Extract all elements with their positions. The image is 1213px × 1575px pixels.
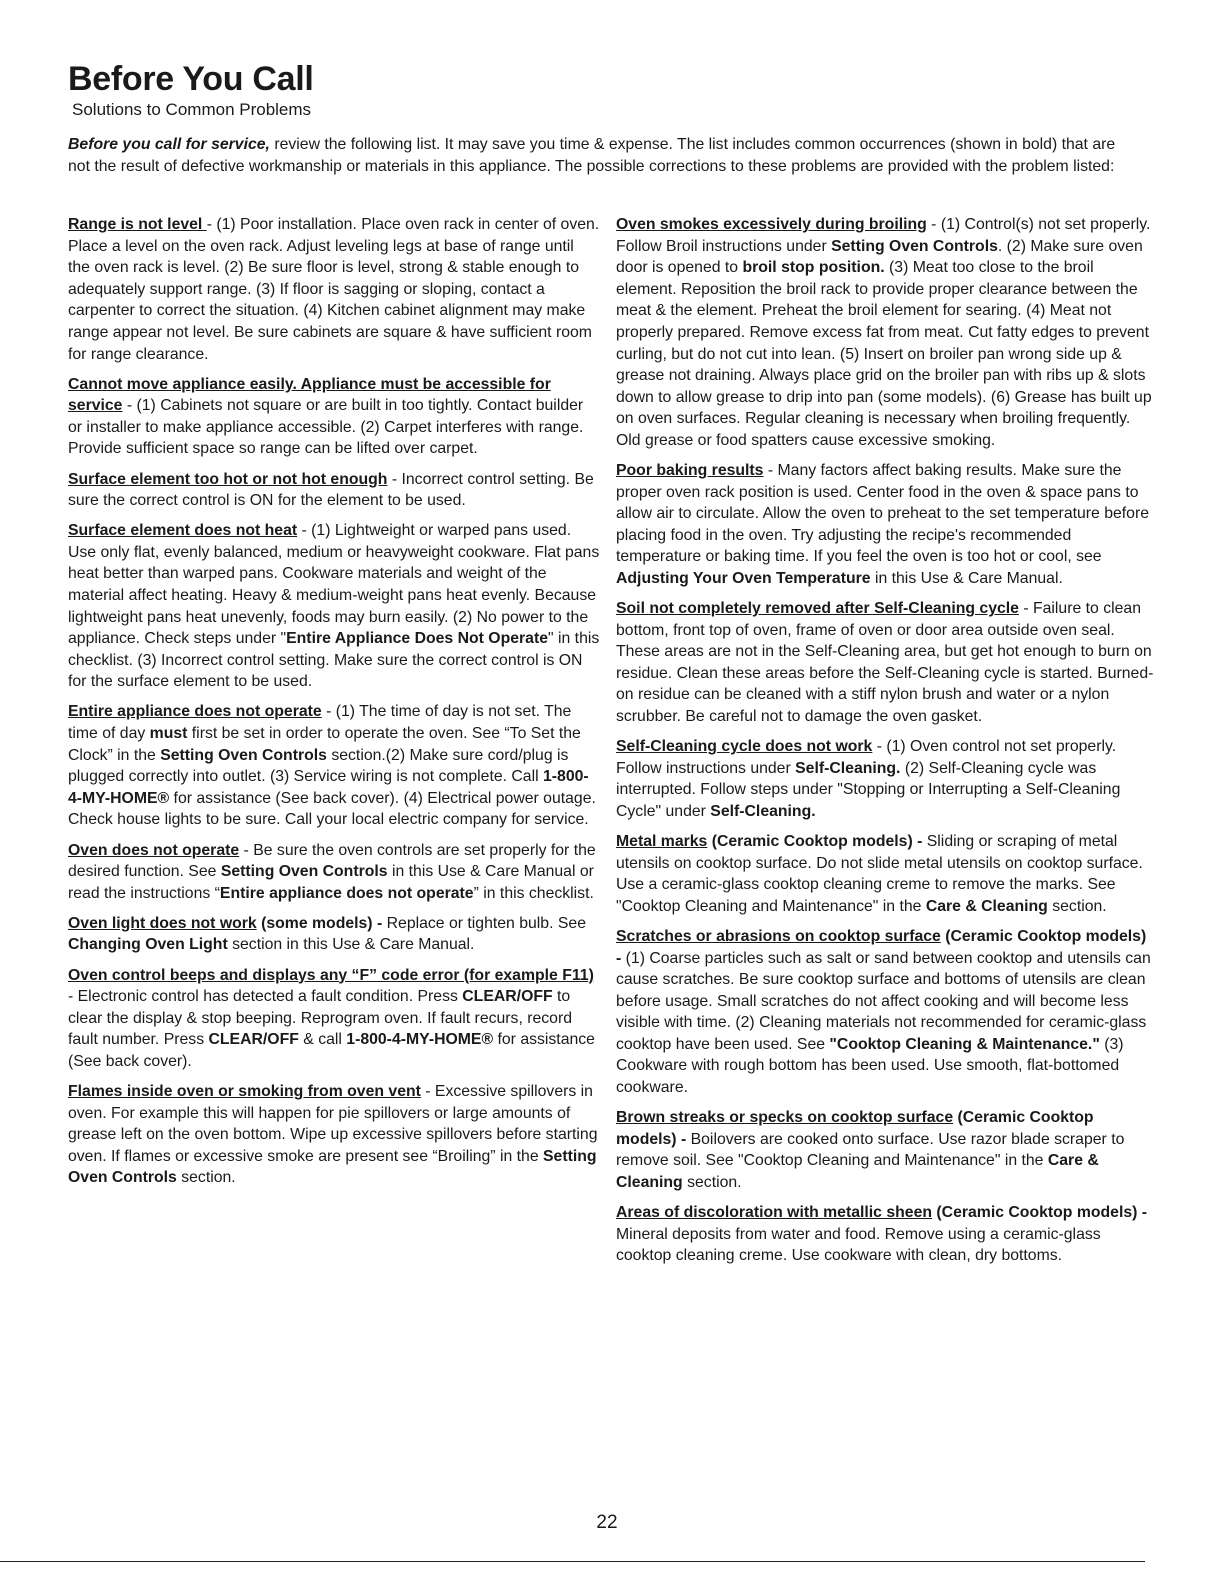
bold-reference: 1-800-4-MY-HOME® xyxy=(68,768,589,807)
solution-text: (1) Coarse particles such as salt or sand between cooktop and utensils can cause scratches. Be sure cooktop surface and bottoms of utensils are clean before usage. Small scratches do not affect cooking and will become less visible with time. (2) Cleaning materials not recommended for ceramic-glass cooktop have been used. See xyxy=(616,949,1151,1053)
solution-text: section. xyxy=(176,1169,236,1187)
problem-heading: Oven smokes excessively during broiling xyxy=(616,216,927,233)
problem-heading: Oven does not operate xyxy=(68,841,240,859)
problem-heading: Oven control beeps and displays any “F” code error (for example F11) xyxy=(68,966,594,984)
problem-heading: Self-Cleaning cycle does not work xyxy=(616,738,873,756)
bold-reference: (Ceramic Cooktop models) - xyxy=(616,1109,1094,1148)
bold-reference: Setting Oven Controls xyxy=(68,1147,597,1187)
bold-reference: Changing Oven Light xyxy=(68,936,228,954)
bold-reference: "Cooktop Cleaning & Maintenance." xyxy=(829,1035,1100,1053)
right-column xyxy=(616,214,1154,1275)
solution-text: in this Use & Care Manual or read the instructions “ xyxy=(68,863,594,902)
problem-heading: Surface element does not heat xyxy=(68,522,298,540)
bold-reference: (some models) - xyxy=(256,914,383,932)
bold-reference: Setting Oven Controls xyxy=(220,863,388,881)
intro-lead: Before you call for service, xyxy=(68,136,270,153)
troubleshooting-item xyxy=(68,913,600,956)
bold-reference: broil stop position. xyxy=(742,259,885,277)
page-number: 22 xyxy=(596,1512,618,1533)
bold-reference: Entire Appliance Does Not Operate xyxy=(286,630,548,648)
solution-text: (3) Meat too close to the broil element. Reposition the broil rack to provide proper clearance between the meat & the element. Preheat the broil element for searing. (4) Meat not properly prepared. Remove excess fat from meat. Cut fatty edges to prevent curling, but do not cut into lean. (5) Insert on broiler pan wrong side up & grease not draining. Always place grid on the broiler pan with ribs up & slots down to allow grease to drip into pan (some models). (6) Grease has built up on oven surfaces. Regular cleaning is necessary when broiling frequently. Old grease or food spatters cause excessive smoking. xyxy=(616,259,1152,449)
bold-reference: CLEAR/OFF xyxy=(462,988,553,1006)
problem-heading: Range is not level xyxy=(68,216,207,233)
solution-text: - Incorrect control setting. Be sure the correct control is ON for the element to be used. xyxy=(68,470,594,510)
solution-text: Mineral deposits from water and food. Remove using a ceramic-glass cooktop cleaning creme. Use cookware with clean, dry bottoms. xyxy=(616,1225,1101,1265)
solution-text: - Be sure the oven controls are set properly for the desired function. See xyxy=(68,841,596,881)
bold-reference: Adjusting Your Oven Temperature xyxy=(616,570,871,587)
bold-reference: Self-Cleaning. xyxy=(795,759,901,777)
troubleshooting-item xyxy=(616,598,1154,728)
problem-heading: Entire appliance does not operate xyxy=(68,703,322,721)
bold-reference: (Ceramic Cooktop models) - xyxy=(932,1204,1148,1222)
solution-text: for assistance (See back cover). xyxy=(68,1031,595,1070)
solution-text: section. xyxy=(682,1173,742,1191)
solution-text: - (1) The time of day is not set. The time of day xyxy=(68,703,572,743)
solution-text: - (1) Poor installation. Place oven rack in center of oven. Place a level on the oven rack. Adjust leveling legs at base of range until the oven rack is level. (2) Be sure floor is level, strong & stable enough to adequately support range. (3) If floor is sagging or sloping, contact a carpenter to correct the situation. (4) Kitchen cabinet alignment may make range appear not level. Be sure cabinets are square & have sufficient room for range clearance. xyxy=(68,216,600,363)
page-subtitle: Solutions to Common Problems xyxy=(72,100,312,119)
solution-text: - Failure to clean bottom, front top of oven, frame of oven or door area outside oven seal. These areas are not in the Self-Cleaning area, but get hot enough to burn on residue. Clean these areas before the Self-Cleaning cycle is started. Burned-on residue can be cleaned with a stiff nylon brush and water or a nylon scrubber. Be careful not to damage the oven gasket. xyxy=(616,600,1154,726)
solution-text: in this Use & Care Manual. xyxy=(870,570,1063,587)
bold-reference: (Ceramic Cooktop models) - xyxy=(616,927,1147,967)
bold-reference: must xyxy=(149,725,188,743)
problem-heading: Cannot move appliance easily. Appliance must be accessible for service xyxy=(68,375,551,415)
bold-reference: Entire appliance does not operate xyxy=(219,884,474,902)
solution-text: for assistance (See back cover). (4) Electrical power outage. Check house lights to be sure. Call your local electric company for service. xyxy=(68,789,596,829)
solution-text: Sliding or scraping of metal utensils on cooktop surface. Do not slide metal utensils on cooktop surface. Use a ceramic-glass cooktop cleaning creme to remove the marks. See "Cooktop Cleaning and Maintenance" in the xyxy=(616,833,1143,915)
troubleshooting-item xyxy=(616,214,1154,452)
troubleshooting-item xyxy=(616,926,1154,1099)
solution-text: - (1) Cabinets not square or are built in too tightly. Contact builder or installer to make appliance accessible. (2) Carpet interferes with range. Provide sufficient space so range can be lifted over carpet. xyxy=(68,397,584,458)
bold-reference: CLEAR/OFF xyxy=(208,1031,299,1049)
troubleshooting-item xyxy=(616,736,1154,822)
solution-text: ” in this checklist. xyxy=(473,884,594,902)
intro-paragraph xyxy=(68,134,1138,178)
solution-text: - Excessive spillovers in oven. For example this will happen for pie spillovers or large amounts of grease left on the oven bottom. Wipe up excessive spillovers before starting oven. If flames or excessive smoke are present see “Broiling” in the xyxy=(68,1082,598,1165)
bold-reference: Care & Cleaning xyxy=(925,897,1048,915)
troubleshooting-item xyxy=(68,1081,600,1189)
left-column xyxy=(68,214,600,1197)
solution-text: section.(2) Make sure cord/plug is plugged correctly into outlet. (3) Service wiring is not complete. Call xyxy=(68,746,569,786)
solution-text: - Many factors affect baking results. Make sure the proper oven rack position is used. Center food in the oven & space pans to allow air to circulate. Allow the oven to preheat to the set temperature before placing food in the oven. Try adjusting the recipe's recommended temperature or baking time. If you feel the oven is too hot or cool, see xyxy=(616,462,1150,566)
troubleshooting-item xyxy=(616,1107,1154,1193)
problem-heading: Flames inside oven or smoking from oven vent xyxy=(68,1082,421,1100)
bold-reference: Care & Cleaning xyxy=(616,1152,1099,1191)
troubleshooting-item xyxy=(68,214,600,365)
solution-text: Boilovers are cooked onto surface. Use razor blade scraper to remove soil. See "Cooktop Cleaning and Maintenance" in the xyxy=(616,1130,1125,1170)
problem-heading: Soil not completely removed after Self-Cleaning cycle xyxy=(616,600,1019,618)
troubleshooting-item xyxy=(616,1202,1154,1267)
solution-text: - Electronic control has detected a fault condition. Press xyxy=(68,988,463,1006)
bold-reference: Self-Cleaning. xyxy=(710,802,816,820)
intro-text: review the following list. It may save you time & expense. The list includes common occurrences (shown in bold) that are not the result of defective workmanship or materials in this appliance. The possible corrections to these problems are provided with the problem listed: xyxy=(68,136,1116,175)
problem-heading: Scratches or abrasions on cooktop surface xyxy=(616,927,941,945)
solution-text: - (1) Control(s) not set properly. Follow Broil instructions under xyxy=(616,216,1151,255)
problem-heading: Poor baking results xyxy=(616,462,764,480)
solution-text: (3) Cookware with rough bottom has been used. Use smooth, flat-bottomed cookware. xyxy=(616,1035,1124,1097)
bold-reference: Setting Oven Controls xyxy=(160,746,327,764)
solution-text: section in this Use & Care Manual. xyxy=(227,936,475,954)
problem-heading: Areas of discoloration with metallic sheen xyxy=(616,1204,933,1222)
solution-text: to clear the display & stop beeping. Reprogram oven. If fault recurs, record fault number. Press xyxy=(68,988,573,1049)
problem-heading: Surface element too hot or not hot enough xyxy=(68,470,388,488)
solution-text: Replace or tighten bulb. See xyxy=(382,914,586,932)
troubleshooting-item xyxy=(68,520,600,693)
troubleshooting-item xyxy=(616,460,1154,590)
bold-reference: 1-800-4-MY-HOME® xyxy=(346,1031,494,1049)
problem-heading: Oven light does not work xyxy=(68,914,257,932)
troubleshooting-item xyxy=(68,701,600,831)
solution-text: " in this checklist. (3) Incorrect control setting. Make sure the correct control is ON for the surface element to be used. xyxy=(68,630,600,691)
bold-reference: (Ceramic Cooktop models) - xyxy=(707,833,923,851)
bold-reference: Setting Oven Controls xyxy=(831,237,998,255)
solution-text: & call xyxy=(298,1031,347,1049)
troubleshooting-item xyxy=(68,469,600,512)
troubleshooting-item xyxy=(68,374,600,460)
footer-rule xyxy=(0,1561,1145,1562)
solution-text: (2) Self-Cleaning cycle was interrupted. Follow steps under "Stopping or Interrupting a Self-Cleaning Cycle" under xyxy=(616,759,1121,820)
troubleshooting-item xyxy=(616,831,1154,917)
solution-text: section. xyxy=(1047,897,1107,915)
solution-text: - (1) Oven control not set properly. Follow instructions under xyxy=(616,738,1117,777)
solution-text: . (2) Make sure oven door is opened to xyxy=(616,237,1143,277)
problem-heading: Metal marks xyxy=(616,833,708,851)
troubleshooting-item xyxy=(68,965,600,1073)
page-title: Before You Call xyxy=(68,60,314,98)
solution-text: first be set in order to operate the oven. See “To Set the Clock” in the xyxy=(68,725,581,764)
troubleshooting-item xyxy=(68,840,600,905)
solution-text: - (1) Lightweight or warped pans used. Use only flat, evenly balanced, medium or heavyweight cookware. Flat pans heat better than warped pans. Cookware materials and weight of the material affect heating. Heavy & medium-weight pans heat evenly. Because lightweight pans heat unevenly, foods may burn easily. (2) No power to the appliance. Check steps under " xyxy=(68,522,600,648)
problem-heading: Brown streaks or specks on cooktop surface xyxy=(616,1109,954,1127)
